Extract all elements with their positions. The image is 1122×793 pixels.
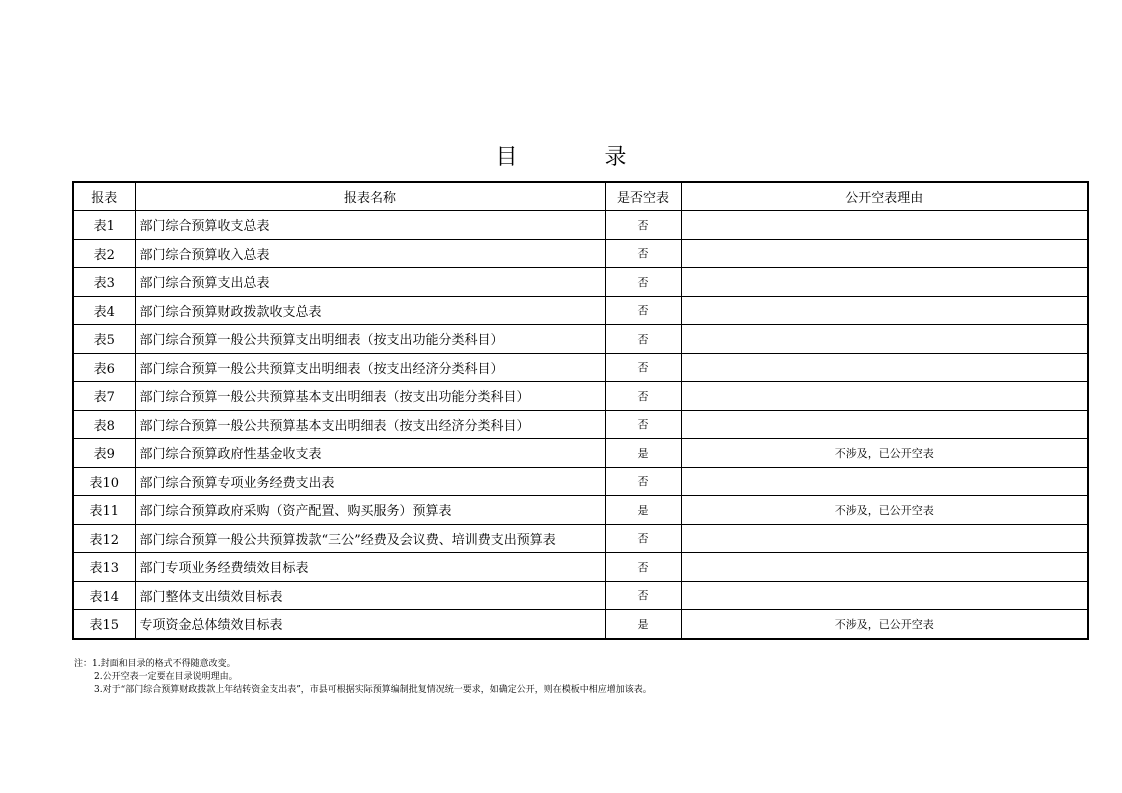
row-is-empty: 是	[605, 496, 681, 525]
row-code: 表8	[73, 410, 135, 439]
row-is-empty: 否	[605, 581, 681, 610]
row-is-empty: 否	[605, 268, 681, 297]
row-reason	[681, 268, 1088, 297]
row-code: 表5	[73, 325, 135, 354]
table-row	[73, 439, 1088, 468]
row-name: 部门综合预算一般公共预算基本支出明细表（按支出经济分类科目）	[135, 410, 605, 439]
row-reason	[681, 353, 1088, 382]
row-name: 部门综合预算一般公共预算支出明细表（按支出功能分类科目）	[135, 325, 605, 354]
row-reason	[681, 410, 1088, 439]
table-row	[73, 524, 1088, 553]
row-is-empty: 否	[605, 211, 681, 240]
row-name: 部门综合预算财政拨款收支总表	[135, 296, 605, 325]
row-reason: 不涉及，已公开空表	[681, 496, 1088, 525]
row-is-empty: 否	[605, 382, 681, 411]
row-code: 表4	[73, 296, 135, 325]
table-row	[73, 353, 1088, 382]
row-is-empty: 是	[605, 439, 681, 468]
table-row	[73, 239, 1088, 268]
row-code: 表13	[73, 553, 135, 582]
row-name: 部门综合预算政府性基金收支表	[135, 439, 605, 468]
row-name: 部门综合预算一般公共预算支出明细表（按支出经济分类科目）	[135, 353, 605, 382]
row-is-empty: 否	[605, 296, 681, 325]
row-reason	[681, 239, 1088, 268]
table-row	[73, 610, 1088, 639]
note-line-1: 注：1.封面和目录的格式不得随意改变。	[74, 659, 236, 669]
row-is-empty: 是	[605, 610, 681, 639]
row-reason	[681, 211, 1088, 240]
row-code: 表12	[73, 524, 135, 553]
row-is-empty: 否	[605, 410, 681, 439]
row-name: 部门综合预算一般公共预算拨款“三公”经费及会议费、培训费支出预算表	[135, 524, 605, 553]
table-row	[73, 268, 1088, 297]
table-row	[73, 325, 1088, 354]
table-row	[73, 410, 1088, 439]
header-is-empty: 是否空表	[605, 182, 681, 211]
row-is-empty: 否	[605, 524, 681, 553]
note-line-2: 2.公开空表一定要在目录说明理由。	[94, 672, 238, 682]
header-code: 报表	[73, 182, 135, 211]
table-body	[73, 211, 1088, 639]
table-row	[73, 296, 1088, 325]
header-name: 报表名称	[135, 182, 605, 211]
row-code: 表11	[73, 496, 135, 525]
row-code: 表10	[73, 467, 135, 496]
row-reason	[681, 553, 1088, 582]
notes	[74, 658, 652, 697]
row-reason	[681, 382, 1088, 411]
row-code: 表2	[73, 239, 135, 268]
row-name: 部门综合预算政府采购（资产配置、购买服务）预算表	[135, 496, 605, 525]
row-is-empty: 否	[605, 353, 681, 382]
row-name: 部门综合预算收入总表	[135, 239, 605, 268]
contents-table	[72, 181, 1089, 640]
note-line-3: 3.对于“部门综合预算财政拨款上年结转资金支出表”，市县可根据实际预算编制批复情况统一要求，如确定公开，则在模板中相应增加该表。	[94, 685, 652, 695]
header-reason: 公开空表理由	[681, 182, 1088, 211]
table-row	[73, 467, 1088, 496]
row-reason	[681, 467, 1088, 496]
row-code: 表14	[73, 581, 135, 610]
row-reason: 不涉及，已公开空表	[681, 610, 1088, 639]
table-row	[73, 553, 1088, 582]
row-reason	[681, 581, 1088, 610]
row-is-empty: 否	[605, 467, 681, 496]
row-reason: 不涉及，已公开空表	[681, 439, 1088, 468]
table-header-row	[73, 182, 1088, 211]
row-name: 部门综合预算专项业务经费支出表	[135, 467, 605, 496]
table-row	[73, 581, 1088, 610]
row-name: 部门综合预算一般公共预算基本支出明细表（按支出功能分类科目）	[135, 382, 605, 411]
page-title: 目 录	[495, 145, 667, 170]
table-row	[73, 496, 1088, 525]
row-reason	[681, 524, 1088, 553]
table-row	[73, 211, 1088, 240]
row-reason	[681, 296, 1088, 325]
row-code: 表6	[73, 353, 135, 382]
row-name: 部门综合预算支出总表	[135, 268, 605, 297]
row-name: 部门综合预算收支总表	[135, 211, 605, 240]
row-code: 表7	[73, 382, 135, 411]
row-name: 部门整体支出绩效目标表	[135, 581, 605, 610]
row-reason	[681, 325, 1088, 354]
row-code: 表1	[73, 211, 135, 240]
row-is-empty: 否	[605, 239, 681, 268]
row-is-empty: 否	[605, 325, 681, 354]
row-code: 表9	[73, 439, 135, 468]
table-row	[73, 382, 1088, 411]
row-name: 专项资金总体绩效目标表	[135, 610, 605, 639]
row-code: 表15	[73, 610, 135, 639]
row-is-empty: 否	[605, 553, 681, 582]
row-code: 表3	[73, 268, 135, 297]
row-name: 部门专项业务经费绩效目标表	[135, 553, 605, 582]
